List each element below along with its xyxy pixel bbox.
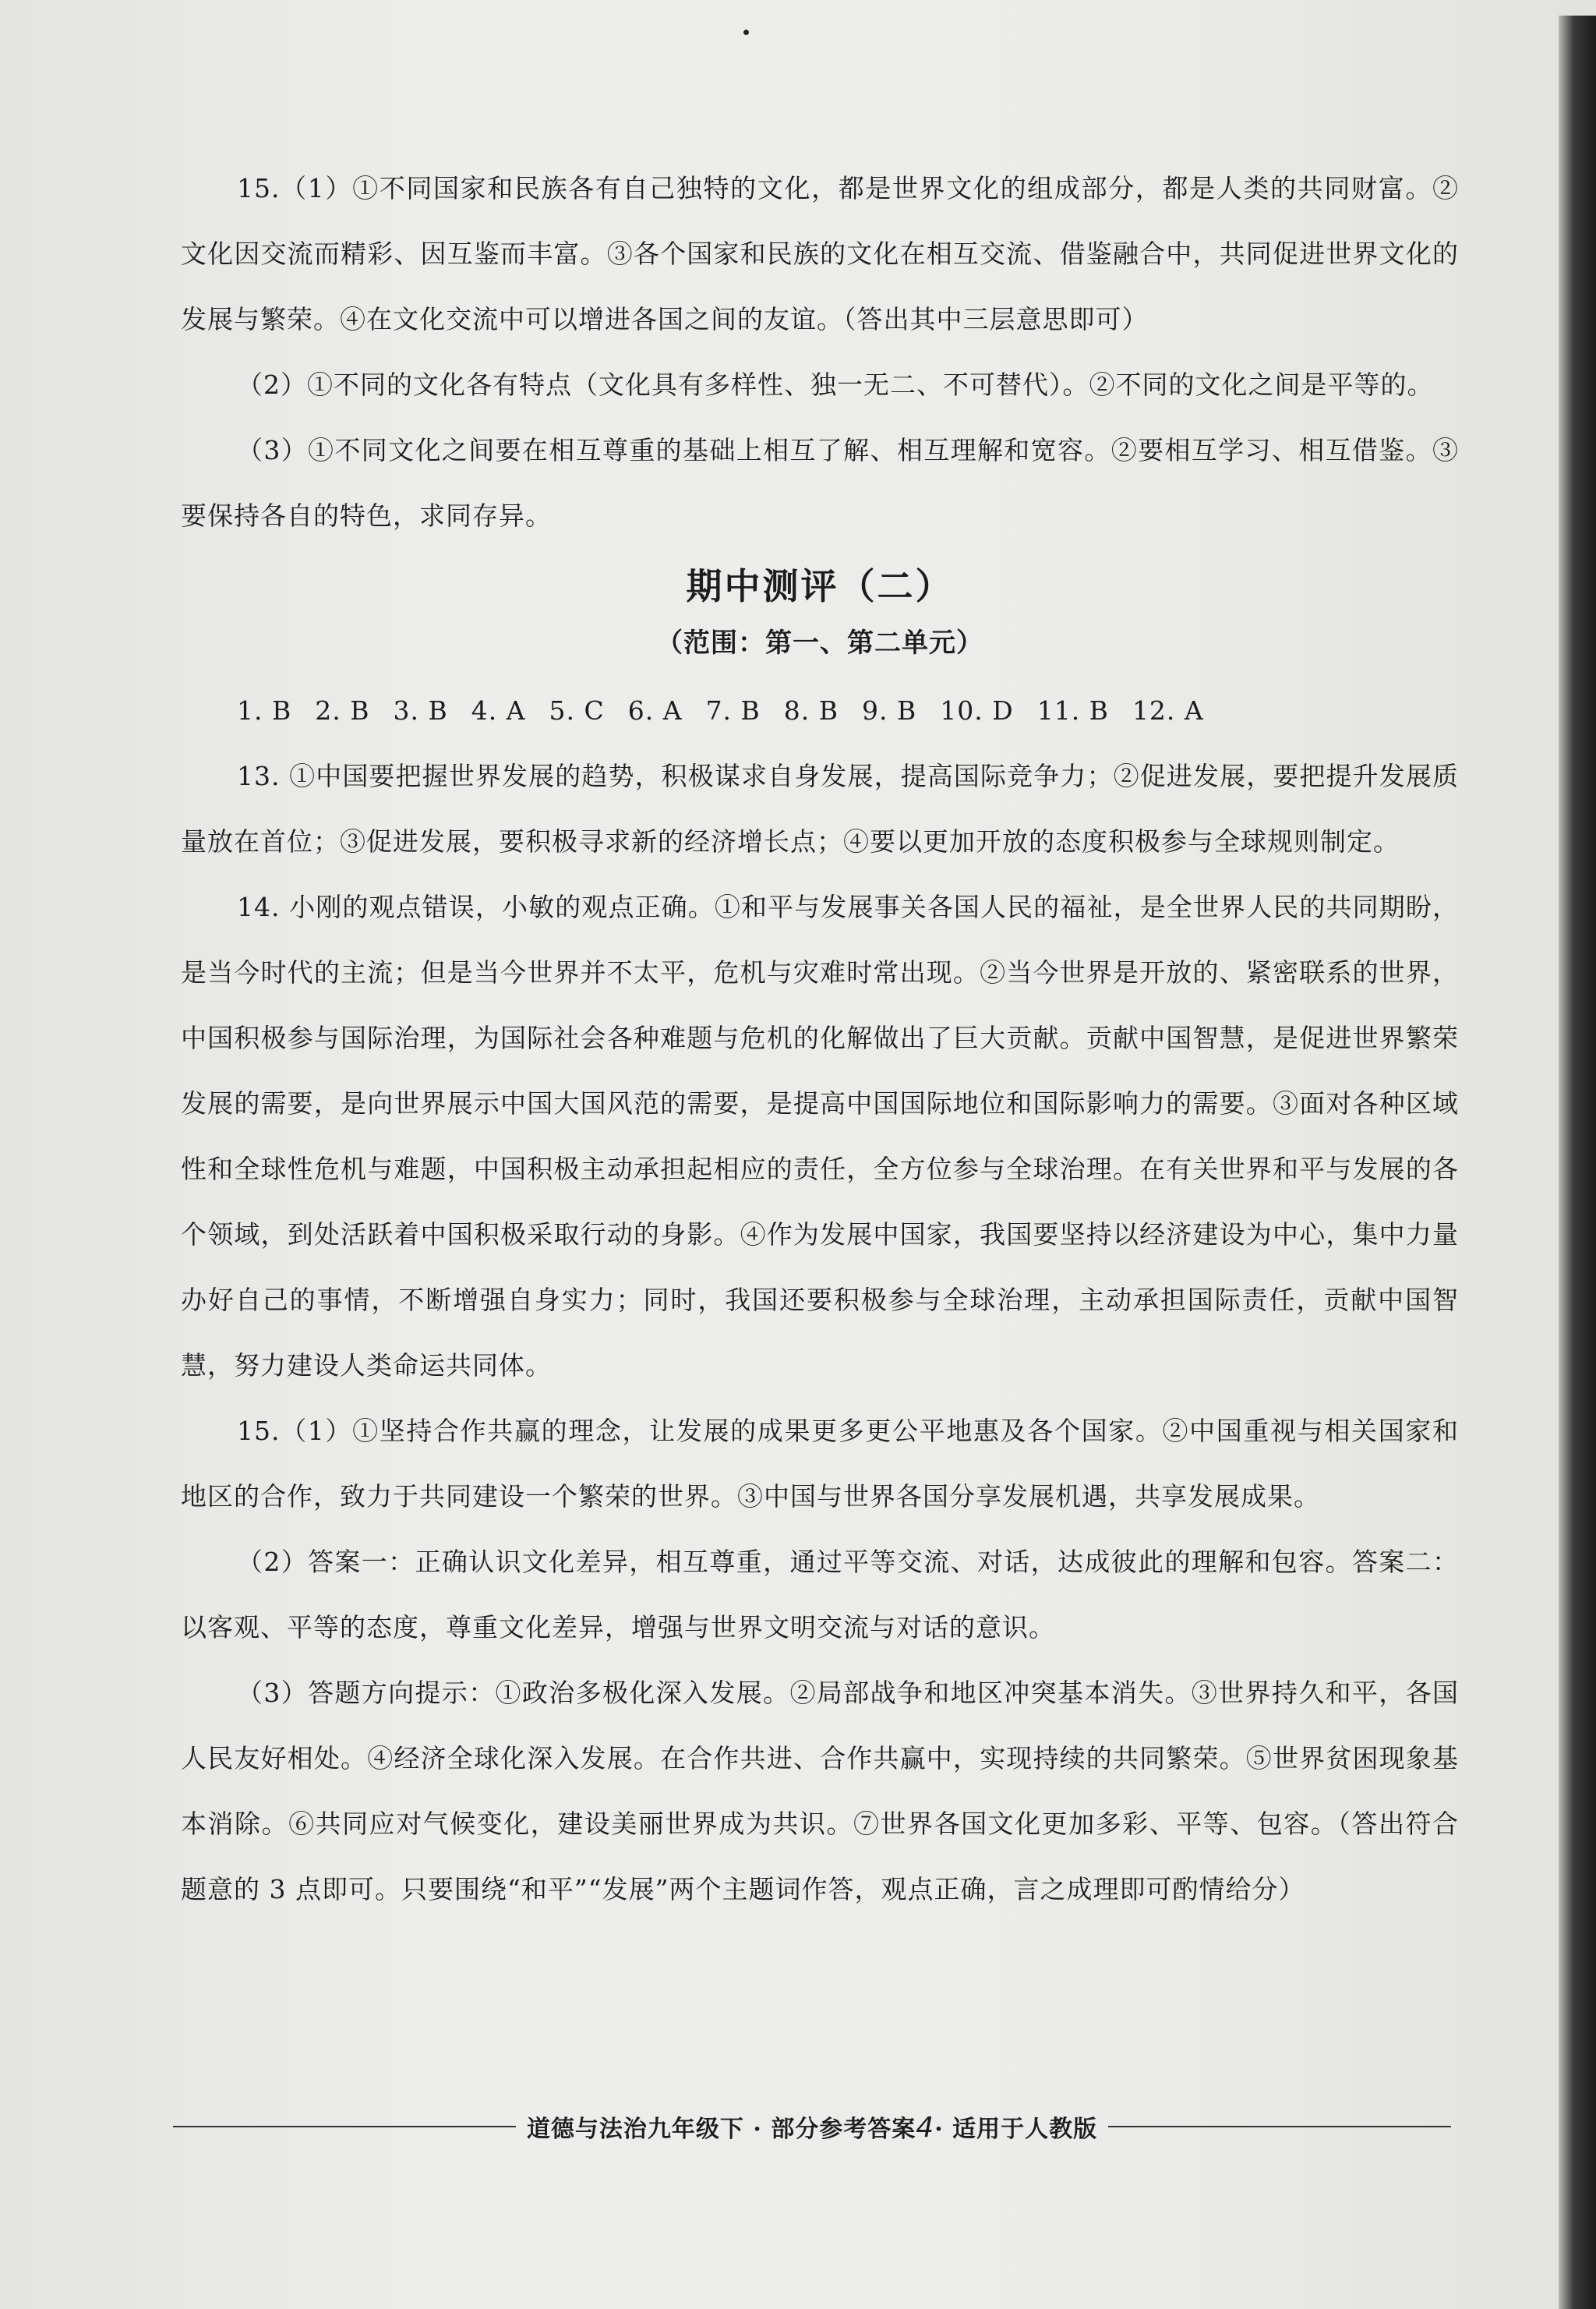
section-subtitle: （范围：第一、第二单元） — [656, 628, 983, 659]
q15-part2: （2）答案一：正确认识文化差异，相互尊重，通过平等交流、对话，达成彼此的理解和包容。答案二：以客观、平等的态度，尊重文化差异，增强与世界文明交流与对话的意识。 — [181, 1547, 1459, 1642]
choice-answer: 4. A — [471, 695, 526, 726]
choice-answer: 10. D — [940, 695, 1014, 726]
choice-answer: 3. B — [393, 695, 448, 726]
footer-edition: · 适用于人教版 — [934, 2116, 1098, 2143]
answer-content — [181, 156, 1459, 1922]
footer-rule-right — [1108, 2126, 1451, 2127]
choice-answer: 7. B — [705, 695, 761, 726]
footer-book-title: 道德与法治九年级下 · 部分参考答案 — [526, 2116, 916, 2143]
prev-q15-part3: （3）①不同文化之间要在相互尊重的基础上相互了解、相互理解和宽容。②要相互学习、相互借鉴。③要保持各自的特色，求同存异。 — [181, 435, 1459, 531]
choice-answer: 8. B — [783, 695, 839, 726]
choice-answer: 9. B — [862, 695, 917, 726]
section-title: 期中测评（二） — [686, 565, 954, 607]
choice-answer: 6. A — [627, 695, 683, 726]
scan-dot — [743, 30, 749, 35]
footer-rule-left — [173, 2126, 516, 2127]
scan-edge-shadow — [1559, 16, 1596, 2309]
page-footer — [173, 2111, 1451, 2142]
footer-text — [516, 2109, 1108, 2144]
choice-answer: 12. A — [1132, 695, 1204, 726]
choice-answers — [181, 678, 1459, 744]
q15-part3: （3）答题方向提示：①政治多极化深入发展。②局部战争和地区冲突基本消失。③世界持久和平，各国人民友好相处。④经济全球化深入发展。在合作共进、合作共赢中，实现持续的共同繁荣。⑤世界贫困现象基本消除。⑥共同应对气候变化，建设美丽世界成为共识。⑦世界各国文化更加多彩、平等、包容。（答出符合题意的 3 点即可。只要围绕“和平”“发展”两个主题词作答，观点正确，言之成理即可酌情给分） — [181, 1678, 1459, 1904]
footer-page-number: 4 — [916, 2112, 935, 2144]
q15-part1: 15.（1）①坚持合作共赢的理念，让发展的成果更多更公平地惠及各个国家。②中国重视与相关国家和地区的合作，致力于共同建设一个繁荣的世界。③中国与世界各国分享发展机遇，共享发展成果。 — [181, 1416, 1459, 1512]
choice-answer: 2. B — [315, 695, 370, 726]
choice-answer: 5. C — [549, 695, 605, 726]
prev-q15-part1: 15.（1）①不同国家和民族各有自己独特的文化，都是世界文化的组成部分，都是人类的共同财富。②文化因交流而精彩、因互鉴而丰富。③各个国家和民族的文化在相互交流、借鉴融合中，共同促进世界文化的发展与繁荣。④在文化交流中可以增进各国之间的友谊。（答出其中三层意思即可） — [181, 173, 1459, 334]
choice-answer: 11. B — [1036, 695, 1109, 726]
prev-q15-part2: （2）①不同的文化各有特点（文化具有多样性、独一无二、不可替代）。②不同的文化之间是平等的。 — [237, 370, 1434, 400]
q13-answer: 13. ①中国要把握世界发展的趋势，积极谋求自身发展，提高国际竞争力；②促进发展，要把提升发展质量放在首位；③促进发展，要积极寻求新的经济增长点；④要以更加开放的态度积极参与全球规则制定。 — [181, 761, 1459, 857]
choice-answer: 1. B — [237, 695, 292, 726]
q14-answer: 14. 小刚的观点错误，小敏的观点正确。①和平与发展事关各国人民的福祉，是全世界人民的共同期盼，是当今时代的主流；但是当今世界并不太平，危机与灾难时常出现。②当今世界是开放的、紧密联系的世界，中国积极参与国际治理，为国际社会各种难题与危机的化解做出了巨大贡献。贡献中国智慧，是促进世界繁荣发展的需要，是向世界展示中国大国风范的需要，是提高中国国际地位和国际影响力的需要。③面对各种区域性和全球性危机与难题，中国积极主动承担起相应的责任，全方位参与全球治理。在有关世界和平与发展的各个领域，到处活跃着中国积极采取行动的身影。④作为发展中国家，我国要坚持以经济建设为中心，集中力量办好自己的事情，不断增强自身实力；同时，我国还要积极参与全球治理，主动承担国际责任，贡献中国智慧，努力建设人类命运共同体。 — [181, 892, 1459, 1381]
